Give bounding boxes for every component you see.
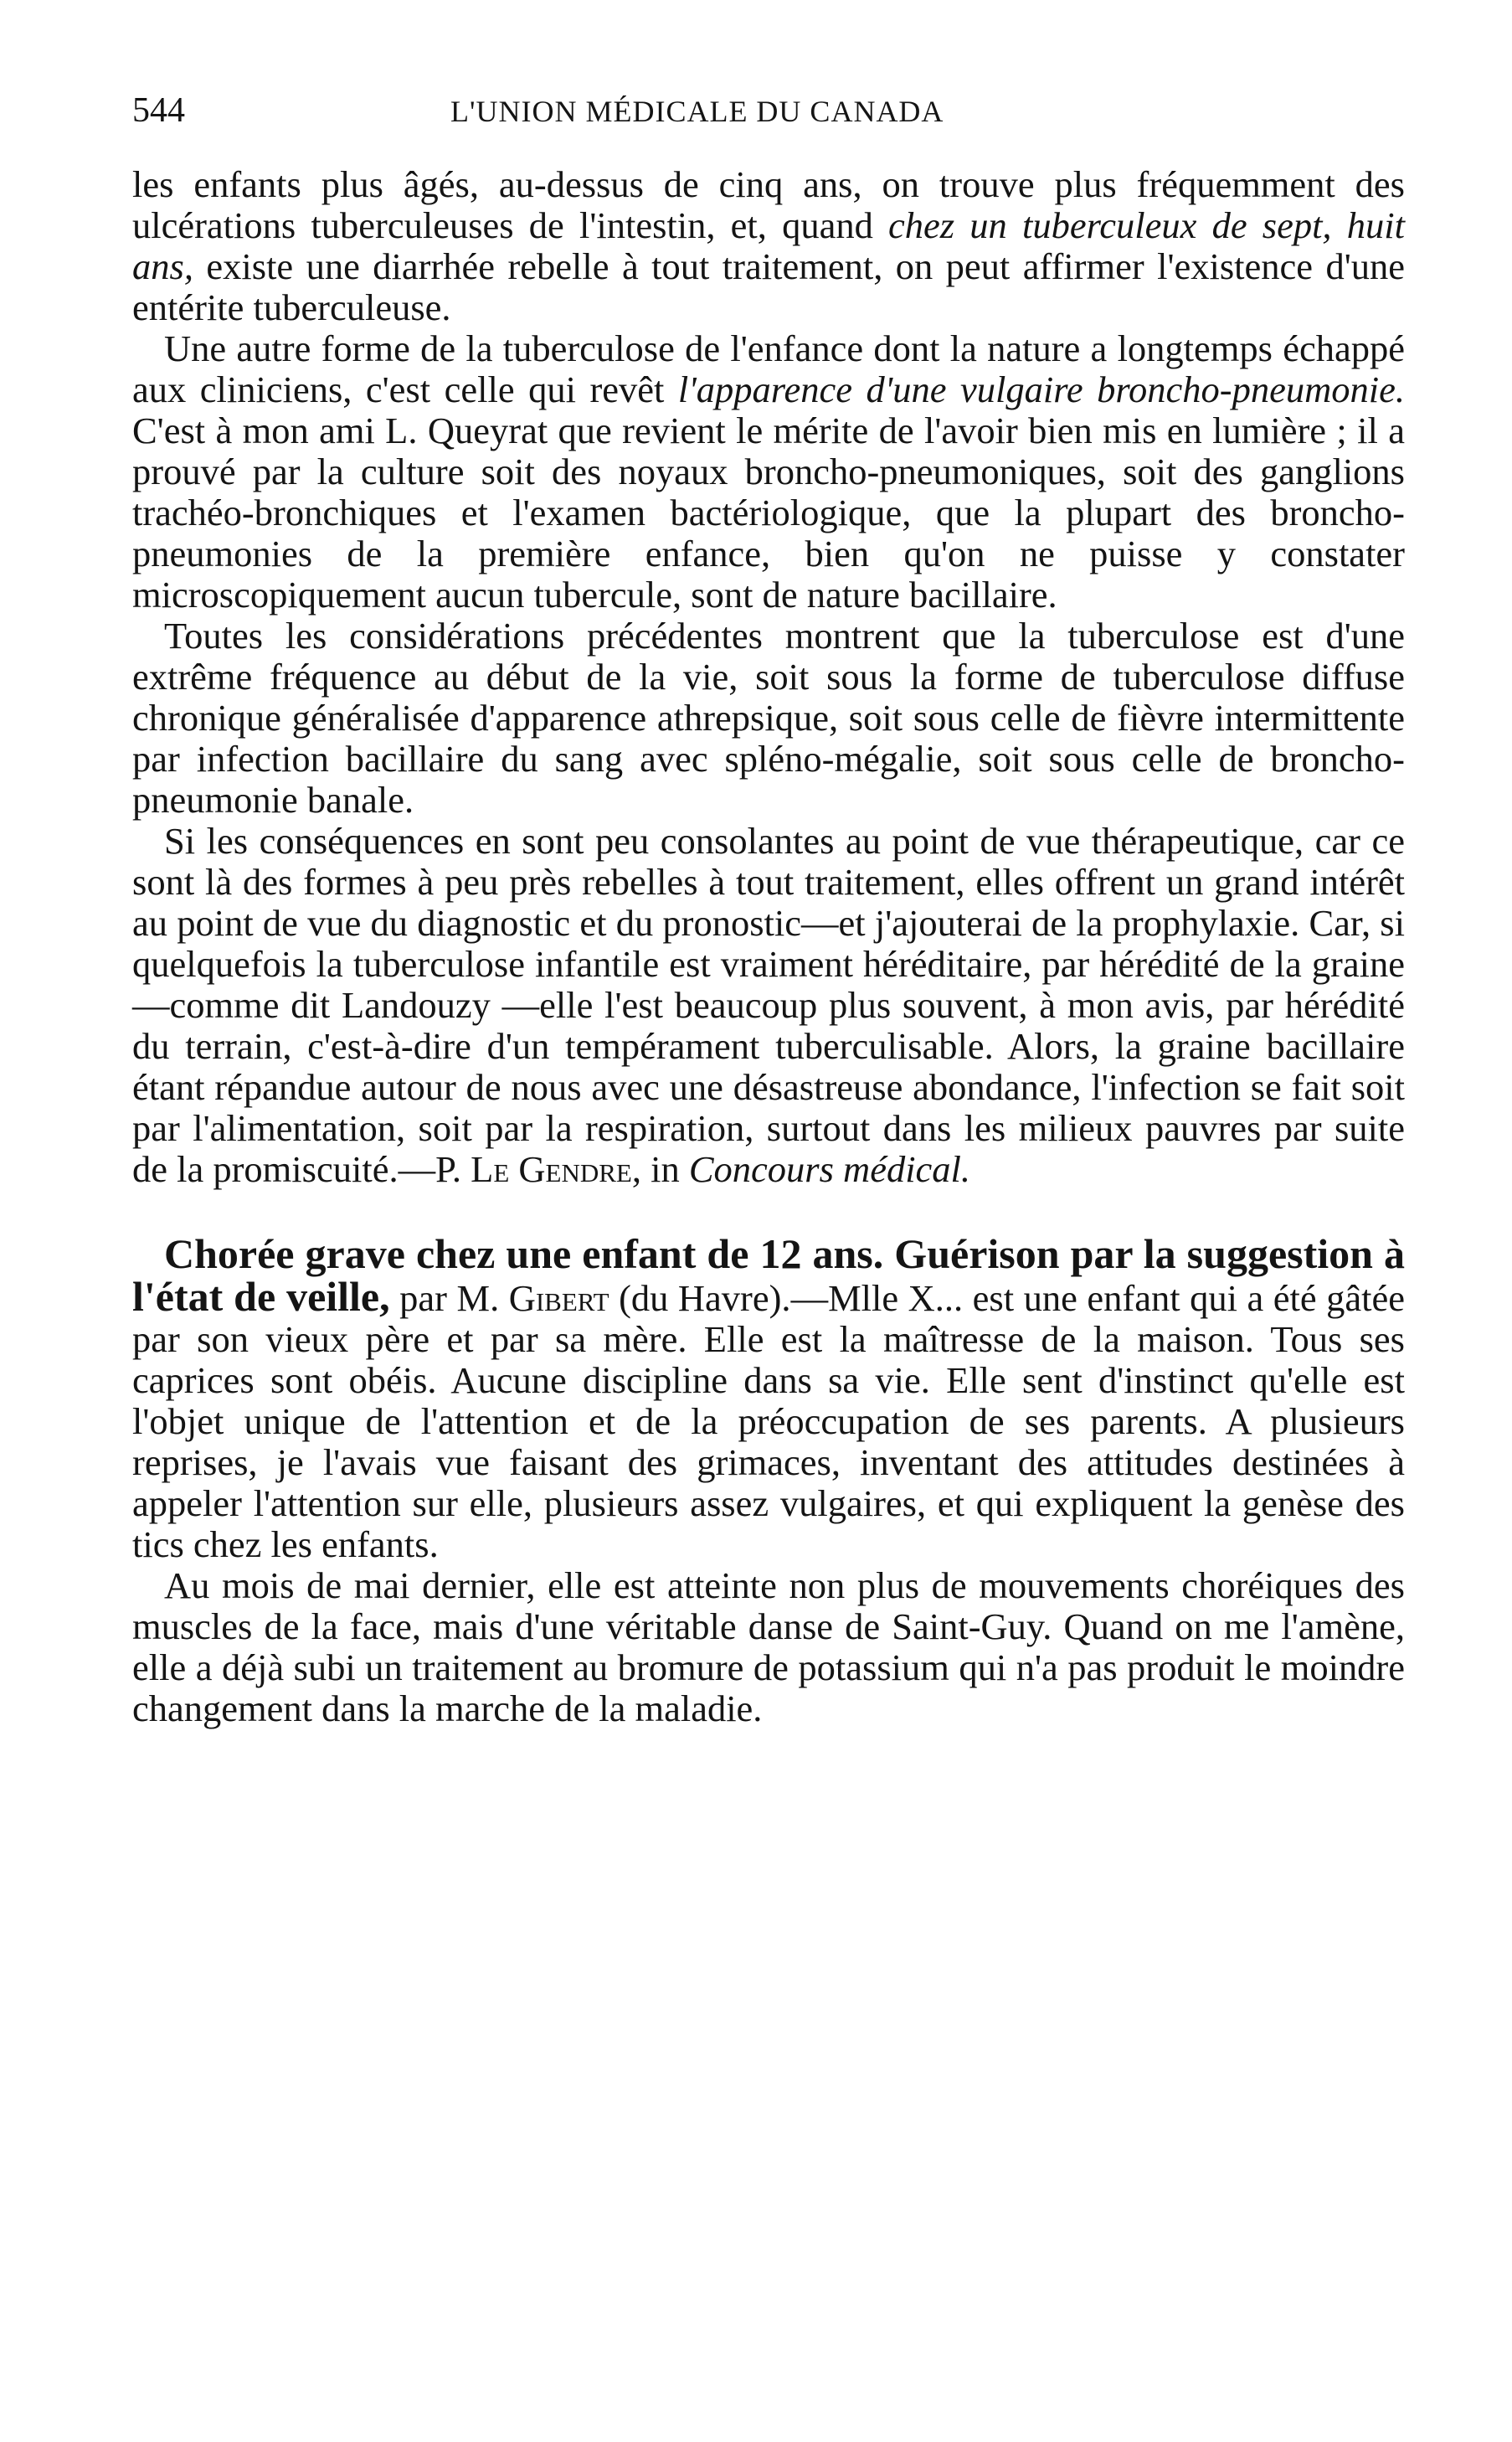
page (132, 90, 1405, 1729)
page-number: 544 (132, 91, 185, 130)
paragraph-text: Si les conséquences en sont peu consolantes au point de vue thérapeutique, car ce sont là des formes à peu près rebelles à tout traitement, elles offrent un grand intérêt au point de vue du diagnostic et du pronostic—et j'ajouterai de la prophylaxie. Car, si quelquefois la tuberculose infantile est vraiment héréditaire, par hérédité de la graine—comme dit Landouzy —elle l'est beaucoup plus souvent, à mon avis, par hérédité du terrain, c'est-à-dire d'un tempérament tuberculisable. Alors, la graine bacillaire étant répandue autour de nous avec une désastreuse abondance, l'infection se fait soit par l'alimentation, soit par la respiration, surtout dans les milieux pauvres par suite de la promiscuité.—P. (132, 820, 1405, 1190)
paragraph-text: les enfants plus âgés, au-dessus de cinq ans, on trouve plus fréquemment des ulcérations tuberculeuses de l'intestin, et, quand (132, 163, 1405, 246)
paragraph (132, 328, 1405, 616)
byline-text: par M. (389, 1277, 509, 1319)
paragraph: Au mois de mai dernier, elle est atteinte non plus de mouvements choréiques des muscles de la face, mais d'une véritable danse de Saint-Guy. Quand on me l'amène, elle a déjà subi un traitement au bromure de potassium qui n'a pas produit le moindre changement dans la marche de la maladie. (132, 1564, 1405, 1729)
paragraph (132, 164, 1405, 328)
paragraph-text: existe une diarrhée rebelle à tout traitement, on peut affirmer l'existence d'une entérite tuberculeuse. (132, 245, 1405, 328)
author-name: Gibert (508, 1277, 609, 1319)
paragraph-text: C'est à mon ami L. Queyrat que revient le mérite de l'avoir bien mis en lumière ; il a prouvé par la culture soit des noyaux broncho-pneumoniques, soit des ganglions trachéo-bronchiques et l'examen bactériologique, que la plupart des broncho-pneumonies de la première enfance, bien qu'on ne puisse y constater microscopiquement aucun tubercule, sont de nature bacillaire. (132, 410, 1405, 616)
italic-text: chez un tuberculeux de sept, huit ans, (132, 204, 1405, 287)
author-name: Le Gendre (471, 1148, 632, 1190)
paragraph-text: Une autre forme de la tuberculose de l'enfance dont la nature a longtemps échappé aux cliniciens, c'est celle qui revêt (132, 327, 1405, 410)
source-citation: Concours médical. (688, 1148, 971, 1190)
paragraph (132, 821, 1405, 1190)
paragraph-text: —Mlle X... est une enfant qui a été gâtée par son vieux père et par sa mère. Elle est la maîtresse de la maison. Tous ses caprices sont obéis. Aucune discipline dans sa vie. Elle sent d'instinct qu'elle est l'objet unique de l'attention et de la préoccupation de ses parents. A plusieurs reprises, je l'avais vue faisant des grimaces, inventant des attitudes destinées à appeler l'attention sur elle, plusieurs assez vulgaires, et qui expliquent la genèse des tics chez les enfants. (132, 1277, 1405, 1565)
byline-text: (du Havre). (609, 1277, 791, 1319)
italic-text: l'apparence d'une vulgaire broncho-pneumonie. (677, 368, 1405, 410)
article-heading-paragraph (132, 1230, 1405, 1565)
section-gap (132, 1190, 1405, 1234)
paragraph-text: , in (631, 1148, 689, 1190)
page-header (132, 90, 1405, 141)
article-title: Chorée grave chez une enfant de 12 ans. Guérison par la suggestion à l'état de veille, (132, 1230, 1405, 1320)
running-title: L'UNION MÉDICALE DU CANADA (450, 95, 944, 128)
paragraph: Toutes les considérations précédentes montrent que la tuberculose est d'une extrême fréquence au début de la vie, soit sous la forme de tuberculose diffuse chronique généralisée d'apparence athrepsique, soit sous celle de fièvre intermittente par infection bacillaire du sang avec spléno-mégalie, soit sous celle de broncho-pneumonie banale. (132, 615, 1405, 821)
page-body (132, 164, 1405, 1729)
